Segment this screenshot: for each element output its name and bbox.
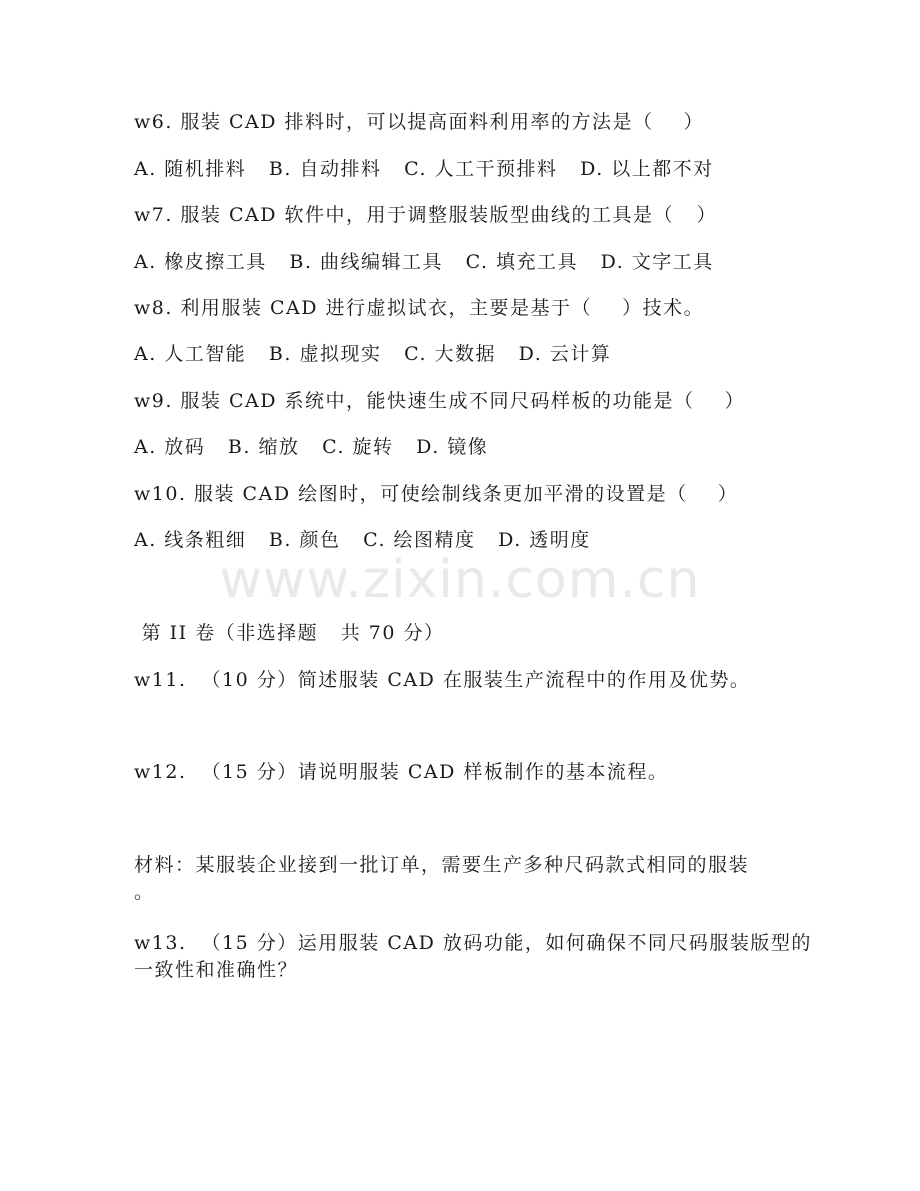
material-text-line-2: 。 [134, 881, 155, 903]
question-w10-options: A. 线条粗细 B. 颜色 C. 绘图精度 D. 透明度 [134, 529, 591, 551]
section-2-title: 第 II 卷（非选择题 共 70 分） [134, 622, 445, 644]
material-text-line-1: 材料：某服装企业接到一批订单，需要生产多种尺码款式相同的服装 [134, 854, 750, 876]
question-w11: w11. （10 分）简述服装 CAD 在服装生产流程中的作用及优势。 [134, 669, 751, 691]
watermark-text: www.zixin.com.cn [219, 550, 701, 610]
question-w7-options: A. 橡皮擦工具 B. 曲线编辑工具 C. 填充工具 D. 文字工具 [134, 251, 714, 273]
question-w12: w12. （15 分）请说明服装 CAD 样板制作的基本流程。 [134, 761, 669, 783]
question-w10-stem: w10. 服装 CAD 绘图时，可使绘制线条更加平滑的设置是（ ） [134, 483, 739, 505]
question-w6-stem: w6. 服装 CAD 排料时，可以提高面料利用率的方法是（ ） [134, 111, 705, 133]
question-w7-stem: w7. 服装 CAD 软件中，用于调整服装版型曲线的工具是（ ） [134, 204, 718, 226]
question-w9-options: A. 放码 B. 缩放 C. 旋转 D. 镜像 [134, 436, 489, 458]
question-w13-line-1: w13. （15 分）运用服装 CAD 放码功能，如何确保不同尺码服装版型的 [134, 932, 812, 954]
question-w9-stem: w9. 服装 CAD 系统中，能快速生成不同尺码样板的功能是（ ） [134, 390, 746, 412]
question-w6-options: A. 随机排料 B. 自动排料 C. 人工干预排料 D. 以上都不对 [134, 158, 714, 180]
question-w8-options: A. 人工智能 B. 虚拟现实 C. 大数据 D. 云计算 [134, 343, 612, 365]
question-w8-stem: w8. 利用服装 CAD 进行虚拟试衣，主要是基于（ ）技术。 [134, 297, 705, 319]
question-w13-line-2: 一致性和准确性？ [134, 959, 299, 981]
